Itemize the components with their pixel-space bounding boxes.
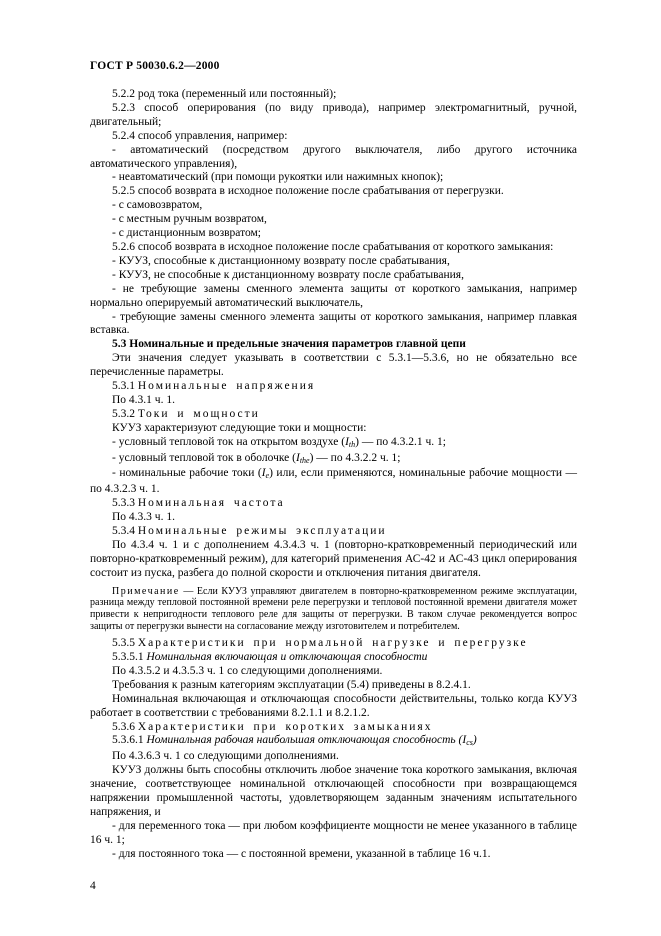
paragraph bbox=[90, 241, 577, 255]
clause-heading bbox=[90, 408, 577, 422]
text-run: - с дистанционным возвратом; bbox=[112, 227, 261, 240]
text-run: 5.3.2 bbox=[112, 407, 138, 420]
paragraph bbox=[90, 283, 577, 311]
text-run: По 4.3.3 ч. 1. bbox=[112, 511, 175, 524]
clause-heading bbox=[90, 380, 577, 394]
clause-heading bbox=[90, 525, 577, 539]
paragraph bbox=[90, 311, 577, 339]
text-run: 5.3.6 bbox=[112, 720, 138, 733]
paragraph bbox=[90, 352, 577, 380]
text-run: - требующие замены сменного элемента защиты от короткого замыкания, например плавкая вставка. bbox=[90, 310, 577, 337]
text-run: 5.3.1 bbox=[112, 380, 138, 393]
text-run: Эти значения следует указывать в соответствии с 5.3.1—5.3.6, но не обязательно все перечисленные параметры. bbox=[90, 352, 577, 379]
text-run: I bbox=[295, 451, 300, 464]
text-run: 5.3.5 bbox=[112, 637, 138, 650]
text-run: 5.3.6.1 bbox=[112, 734, 147, 747]
text-run: Характеристики при коротких замыканиях bbox=[137, 720, 433, 733]
text-run: ) — по 4.3.2.2 ч. 1; bbox=[309, 451, 401, 464]
paragraph bbox=[90, 693, 577, 721]
text-run: - для переменного тока — при любом коэффициенте мощности не менее указанного в таблице 16 ч. 1; bbox=[90, 819, 577, 846]
clause-heading bbox=[90, 651, 577, 665]
text-run: I bbox=[462, 734, 467, 747]
paragraph bbox=[90, 269, 577, 283]
text-run: - неавтоматический (при помощи рукоятки или нажимных кнопок); bbox=[112, 171, 444, 184]
text-run: - КУУЗ, способные к дистанционному возврату после срабатывания, bbox=[112, 254, 450, 267]
text-run: 5.2.6 способ возврата в исходное положение после срабатывания от короткого замыкания: bbox=[112, 240, 554, 253]
paragraph bbox=[90, 88, 577, 102]
text-run: По 4.3.6.3 ч. 1 со следующими дополнениями. bbox=[112, 750, 339, 763]
paragraph bbox=[90, 467, 577, 497]
paragraph bbox=[90, 394, 577, 408]
text-run: Номинальная включающая и отключающая способности bbox=[146, 651, 428, 663]
clause-heading bbox=[90, 637, 577, 651]
paragraph bbox=[90, 436, 577, 452]
text-run: По 4.3.5.2 и 4.3.5.3 ч. 1 со следующими дополнениями. bbox=[112, 664, 383, 677]
text-run: ) или, если применяются, номинальные рабочие мощности — по 4.3.2.3 ч. 1. bbox=[90, 467, 578, 496]
paragraph bbox=[90, 102, 577, 130]
text-run: ) bbox=[472, 734, 477, 747]
text-run: По 4.3.1 ч. 1. bbox=[112, 393, 175, 406]
text-run: Токи и мощности bbox=[137, 407, 260, 420]
text-run: КУУЗ должны быть способны отключить любое значение тока короткого замыкания, включая значение, соответствующее номинальной отключающей способности при возвращающемся напряжении промышленной частоты, удовлетворяющем заданным значениям испытательного напряжения, и bbox=[90, 764, 577, 818]
text-run: 5.3.3 bbox=[112, 497, 138, 510]
paragraph bbox=[90, 144, 577, 172]
section-heading bbox=[90, 338, 577, 352]
paragraph bbox=[90, 199, 577, 213]
paragraph bbox=[90, 750, 577, 764]
text-run: - автоматический (посредством другого выключателя, либо другого источника автоматического управления), bbox=[90, 143, 577, 170]
text-run: - для постоянного тока — с постоянной времени, указанной в таблице 16 ч.1. bbox=[112, 847, 491, 860]
text-run: Номинальные режимы эксплуатации bbox=[137, 525, 387, 538]
text-run: - с местным ручным возвратом, bbox=[112, 213, 267, 226]
paragraph bbox=[90, 185, 577, 199]
text-run: - условный тепловой ток на открытом воздухе ( bbox=[112, 435, 346, 448]
paragraph bbox=[90, 227, 577, 241]
text-run: 5.2.5 способ возврата в исходное положение после срабатывания от перегрузки. bbox=[112, 185, 504, 198]
text-run: Номинальные напряжения bbox=[137, 380, 316, 393]
text-run: e bbox=[265, 471, 270, 481]
text-run: По 4.3.4 ч. 1 и с дополнением 4.3.4.3 ч. 1 (повторно-кратковременный периодический или повторно-кратковременный режим), для категорий применения АС-42 и АС-43 цикл оперирования состоит из пуска, разбега до полной скорости и отключения питания двигателя. bbox=[90, 539, 577, 579]
text-run: КУУЗ характеризуют следующие токи и мощности: bbox=[112, 421, 367, 434]
page-number: 4 bbox=[90, 880, 96, 892]
text-run: - номинальные рабочие токи ( bbox=[112, 467, 262, 480]
text-run: 5.3 Номинальные и предельные значения параметров главной цепи bbox=[112, 338, 466, 351]
text-run: 5.3.5.1 bbox=[112, 651, 147, 663]
document-body bbox=[90, 88, 577, 862]
text-run: — Если КУУЗ управляют двигателем в повторно-кратковременном режиме эксплуатации, разница между тепловой постоянной времени реле перегрузки и тепловой постоянной времени двигателя может привести к непригодности теплового реле для защиты от перегрузки. В таком случае рекомендуется вопрос защиты от перегрузки вынести на согласование между изготовителем и потребителем. bbox=[90, 585, 577, 632]
paragraph bbox=[90, 213, 577, 227]
clause-heading bbox=[90, 734, 577, 750]
text-run: Номинальная включающая и отключающая способности действительны, только когда КУУЗ работает в соответствии с требованиями 8.2.1.1 и 8.2.1.2. bbox=[90, 692, 577, 719]
text-run: Номинальная рабочая наибольшая отключающая способность ( bbox=[146, 734, 463, 747]
text-run: I bbox=[261, 467, 266, 480]
paragraph bbox=[90, 255, 577, 269]
paragraph bbox=[90, 539, 577, 581]
text-run: the bbox=[299, 455, 310, 465]
paragraph bbox=[90, 820, 577, 848]
clause-heading bbox=[90, 721, 577, 735]
paragraph bbox=[90, 171, 577, 185]
text-run: 5.2.3 способ оперирования (по виду привода), например электромагнитный, ручной, двигательный; bbox=[90, 101, 577, 128]
paragraph bbox=[90, 422, 577, 436]
clause-heading bbox=[90, 497, 577, 511]
paragraph bbox=[90, 764, 577, 820]
text-run: ) — по 4.3.2.1 ч. 1; bbox=[355, 435, 446, 448]
document-header: ГОСТ Р 50030.6.2—2000 bbox=[90, 60, 220, 72]
text-run: Характеристики при нормальной нагрузке и перегрузке bbox=[137, 637, 528, 650]
text-run: 5.2.2 род тока (переменный или постоянный); bbox=[112, 88, 337, 100]
text-run: 5.3.4 bbox=[112, 525, 138, 538]
note bbox=[90, 586, 577, 632]
text-run: - условный тепловой ток в оболочке ( bbox=[112, 451, 296, 464]
paragraph bbox=[90, 665, 577, 679]
paragraph bbox=[90, 511, 577, 525]
text-run: 5.2.4 способ управления, например: bbox=[112, 129, 288, 142]
text-run: Примечание bbox=[112, 585, 180, 597]
text-run: cs bbox=[466, 738, 473, 748]
paragraph bbox=[90, 679, 577, 693]
paragraph bbox=[90, 130, 577, 144]
text-run: Номинальная частота bbox=[137, 497, 285, 510]
paragraph bbox=[90, 452, 577, 468]
text-run: I bbox=[345, 435, 349, 448]
text-run: th bbox=[348, 439, 356, 449]
text-run: Требования к разным категориям эксплуатации (5.4) приведены в 8.2.4.1. bbox=[112, 678, 471, 691]
text-run: - с самовозвратом, bbox=[112, 199, 203, 212]
paragraph bbox=[90, 848, 577, 862]
text-run: - не требующие замены сменного элемента защиты от короткого замыкания, например нормально оперируемый автоматический выключатель, bbox=[90, 282, 577, 309]
text-run: - КУУЗ, не способные к дистанционному возврату после срабатывания, bbox=[112, 268, 464, 281]
